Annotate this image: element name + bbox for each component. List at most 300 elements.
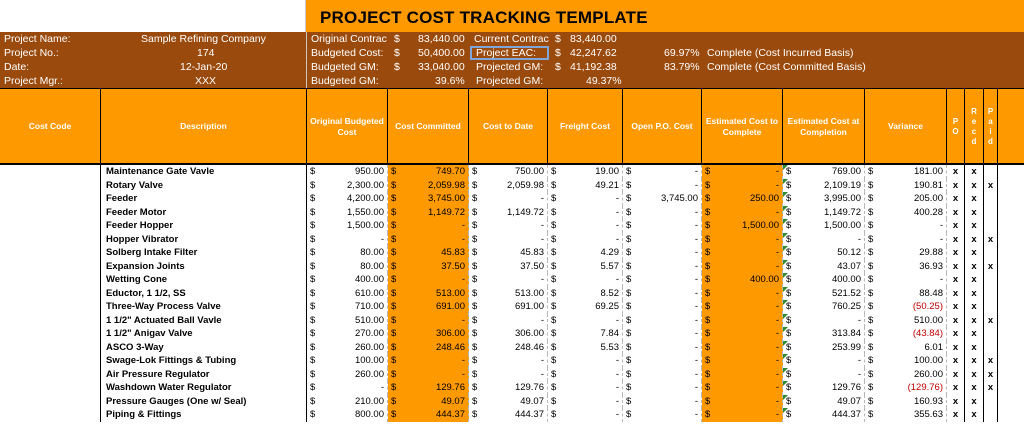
paid-flag-cell[interactable]: x [984, 233, 998, 247]
paid-flag-cell[interactable]: x [984, 260, 998, 274]
freight-cost-cell[interactable] [548, 354, 623, 368]
cost-committed-cell[interactable] [388, 165, 469, 179]
po-flag-cell[interactable]: x [947, 395, 965, 409]
po-flag-cell[interactable]: x [947, 206, 965, 220]
cost-code-cell[interactable] [0, 233, 101, 247]
estimated-cost-at-completion-cell[interactable] [783, 300, 865, 314]
budgeted-gm-value[interactable]: 33,040.00 [418, 61, 465, 73]
budgeted-gm-pct-value[interactable]: 39.6% [435, 75, 465, 87]
description-cell[interactable]: Three-Way Process Valve [101, 300, 307, 314]
variance-cell[interactable] [865, 233, 947, 247]
freight-cost-cell[interactable] [548, 192, 623, 206]
freight-cost-cell[interactable] [548, 395, 623, 409]
variance-cell[interactable] [865, 260, 947, 274]
original-budgeted-cost-cell[interactable] [307, 314, 388, 328]
cost-code-cell[interactable] [0, 219, 101, 233]
cost-code-cell[interactable] [0, 165, 101, 179]
amount-value: 210.00 [354, 395, 384, 407]
variance-cell[interactable] [865, 287, 947, 301]
header-estimated-cost-at-completion[interactable]: Estimated Cost at Completion [783, 89, 865, 164]
cost-code-cell[interactable] [0, 354, 101, 368]
date-value[interactable]: 12-Jan-20 [180, 61, 228, 73]
currency-symbol: $ [626, 301, 632, 312]
description-cell[interactable]: Expansion Joints [101, 260, 307, 274]
description-cell[interactable]: 1 1/2" Anigav Valve [101, 327, 307, 341]
amount-value: - [775, 247, 779, 258]
description-cell[interactable]: ASCO 3-Way [101, 341, 307, 355]
freight-cost-cell[interactable] [548, 300, 623, 314]
cost-committed-cell[interactable] [388, 179, 469, 193]
project-eac-label[interactable]: Project EAC: [476, 47, 537, 59]
cost-code-cell[interactable] [0, 179, 101, 193]
cost-code-cell[interactable] [0, 368, 101, 382]
open-po-cost-cell[interactable] [623, 368, 702, 382]
cost-code-cell[interactable] [0, 192, 101, 206]
cost-code-cell[interactable] [0, 300, 101, 314]
original-budgeted-cost-cell[interactable] [307, 233, 388, 247]
po-flag-cell[interactable]: x [947, 233, 965, 247]
estimated-cost-to-complete-cell[interactable] [702, 192, 783, 206]
open-po-cost-cell[interactable] [623, 314, 702, 328]
estimated-cost-to-complete-cell[interactable] [702, 219, 783, 233]
open-po-cost-cell[interactable] [623, 287, 702, 301]
open-po-cost-cell[interactable] [623, 327, 702, 341]
open-po-cost-cell[interactable] [623, 341, 702, 355]
freight-cost-cell[interactable] [548, 287, 623, 301]
recd-flag-cell[interactable]: x [965, 192, 984, 206]
open-po-cost-cell[interactable] [623, 219, 702, 233]
cost-committed-cell[interactable] [388, 368, 469, 382]
original-budgeted-cost-cell[interactable] [307, 381, 388, 395]
amount-value: 160.93 [913, 395, 943, 407]
freight-cost-cell[interactable] [548, 273, 623, 287]
original-contract-value[interactable]: 83,440.00 [418, 33, 465, 45]
variance-cell[interactable] [865, 300, 947, 314]
recd-flag-cell[interactable]: x [965, 354, 984, 368]
estimated-cost-to-complete-cell[interactable] [702, 179, 783, 193]
complete-incurred-pct[interactable]: 69.97% [664, 47, 700, 59]
cost-committed-cell[interactable] [388, 273, 469, 287]
description-cell[interactable]: Maintenance Gate Vavle [101, 165, 307, 179]
estimated-cost-to-complete-cell[interactable] [702, 395, 783, 409]
cost-committed-cell[interactable] [388, 341, 469, 355]
freight-cost-cell[interactable] [548, 368, 623, 382]
recd-flag-cell[interactable]: x [965, 273, 984, 287]
cost-to-date-cell[interactable] [469, 300, 548, 314]
description-cell[interactable]: Rotary Valve [101, 179, 307, 193]
variance-cell[interactable] [865, 341, 947, 355]
estimated-cost-at-completion-cell[interactable] [783, 192, 865, 206]
estimated-cost-to-complete-cell[interactable] [702, 341, 783, 355]
cost-committed-cell[interactable] [388, 327, 469, 341]
estimated-cost-at-completion-cell[interactable] [783, 260, 865, 274]
variance-cell[interactable] [865, 354, 947, 368]
open-po-cost-cell[interactable] [623, 260, 702, 274]
project-no-value[interactable]: 174 [197, 47, 215, 59]
cost-committed-cell[interactable] [388, 314, 469, 328]
header-freight-cost[interactable]: Freight Cost [548, 89, 623, 164]
paid-flag-cell[interactable] [984, 287, 998, 301]
variance-cell[interactable] [865, 246, 947, 260]
freight-cost-cell[interactable] [548, 381, 623, 395]
po-flag-cell[interactable]: x [947, 327, 965, 341]
amount-value: - [775, 382, 779, 393]
title-blank-cell[interactable] [0, 0, 306, 32]
freight-cost-cell[interactable] [548, 260, 623, 274]
cost-to-date-cell[interactable] [469, 192, 548, 206]
cost-to-date-cell[interactable] [469, 206, 548, 220]
cost-code-cell[interactable] [0, 246, 101, 260]
cost-committed-cell[interactable] [388, 381, 469, 395]
estimated-cost-at-completion-cell[interactable] [783, 381, 865, 395]
cost-committed-cell[interactable] [388, 354, 469, 368]
estimated-cost-to-complete-cell[interactable] [702, 287, 783, 301]
amount-value: - [694, 166, 698, 177]
estimated-cost-at-completion-cell[interactable] [783, 287, 865, 301]
cost-code-cell[interactable] [0, 206, 101, 220]
cost-to-date-cell[interactable] [469, 314, 548, 328]
description-cell[interactable]: Hopper Vibrator [101, 233, 307, 247]
variance-cell[interactable] [865, 395, 947, 409]
paid-flag-cell[interactable] [984, 273, 998, 287]
cost-code-cell[interactable] [0, 395, 101, 409]
open-po-cost-cell[interactable] [623, 408, 702, 422]
estimated-cost-at-completion-cell[interactable] [783, 165, 865, 179]
amount-value: - [857, 368, 861, 380]
original-budgeted-cost-cell[interactable] [307, 179, 388, 193]
current-contract-value[interactable]: 83,440.00 [570, 33, 617, 45]
table-row [0, 179, 1024, 193]
variance-cell[interactable] [865, 327, 947, 341]
complete-committed-pct[interactable]: 83.79% [664, 61, 700, 73]
header-cost-to-date[interactable]: Cost to Date [469, 89, 548, 164]
open-po-cost-cell[interactable] [623, 233, 702, 247]
title-cell[interactable] [306, 0, 1024, 32]
estimated-cost-to-complete-cell[interactable] [702, 354, 783, 368]
estimated-cost-to-complete-cell[interactable] [702, 206, 783, 220]
estimated-cost-to-complete-cell[interactable] [702, 165, 783, 179]
variance-cell[interactable] [865, 219, 947, 233]
open-po-cost-cell[interactable] [623, 300, 702, 314]
freight-cost-cell[interactable] [548, 341, 623, 355]
header-recd[interactable] [965, 89, 984, 164]
amount-value: 444.37 [435, 409, 465, 420]
description-cell[interactable]: 1 1/2" Actuated Ball Vavle [101, 314, 307, 328]
estimated-cost-at-completion-cell[interactable] [783, 179, 865, 193]
cost-to-date-cell[interactable] [469, 233, 548, 247]
header-variance[interactable]: Variance [865, 89, 947, 164]
estimated-cost-to-complete-cell[interactable] [702, 273, 783, 287]
freight-cost-cell[interactable] [548, 408, 623, 422]
estimated-cost-to-complete-cell[interactable] [702, 314, 783, 328]
paid-flag-cell[interactable] [984, 165, 998, 179]
cost-committed-cell[interactable] [388, 408, 469, 422]
po-flag-cell[interactable]: x [947, 368, 965, 382]
amount-value: 69.25 [595, 301, 619, 312]
recd-flag-cell[interactable]: x [965, 260, 984, 274]
estimated-cost-to-complete-cell[interactable] [702, 246, 783, 260]
cost-committed-cell[interactable] [388, 206, 469, 220]
open-po-cost-cell[interactable] [623, 246, 702, 260]
variance-cell[interactable] [865, 314, 947, 328]
currency-symbol: $ [705, 395, 711, 407]
freight-cost-cell[interactable] [548, 219, 623, 233]
original-budgeted-cost-cell[interactable] [307, 273, 388, 287]
paid-flag-cell[interactable]: x [984, 354, 998, 368]
estimated-cost-to-complete-cell[interactable] [702, 300, 783, 314]
paid-flag-cell[interactable] [984, 192, 998, 206]
cost-committed-cell[interactable] [388, 192, 469, 206]
header-po[interactable] [947, 89, 965, 164]
paid-flag-cell[interactable]: x [984, 179, 998, 193]
freight-cost-cell[interactable] [548, 165, 623, 179]
estimated-cost-at-completion-cell[interactable] [783, 246, 865, 260]
estimated-cost-to-complete-cell[interactable] [702, 381, 783, 395]
cost-to-date-cell[interactable] [469, 395, 548, 409]
cost-committed-cell[interactable] [388, 246, 469, 260]
open-po-cost-cell[interactable] [623, 273, 702, 287]
variance-cell[interactable] [865, 165, 947, 179]
variance-cell[interactable] [865, 368, 947, 382]
cost-to-date-cell[interactable] [469, 341, 548, 355]
estimated-cost-at-completion-cell[interactable] [783, 314, 865, 328]
cost-to-date-cell[interactable] [469, 273, 548, 287]
po-flag-cell[interactable]: x [947, 354, 965, 368]
cost-code-cell[interactable] [0, 260, 101, 274]
recd-flag-cell[interactable]: x [965, 206, 984, 220]
paid-flag-cell[interactable] [984, 408, 998, 422]
variance-cell[interactable] [865, 273, 947, 287]
cost-to-date-cell[interactable] [469, 408, 548, 422]
description-cell[interactable]: Swage-Lok Fittings & Tubing [101, 354, 307, 368]
projected-gm-value[interactable]: 41,192.38 [570, 61, 617, 73]
header-paid[interactable] [984, 89, 998, 164]
paid-flag-cell[interactable] [984, 341, 998, 355]
paid-flag-cell[interactable] [984, 395, 998, 409]
original-budgeted-cost-cell[interactable] [307, 206, 388, 220]
estimated-cost-to-complete-cell[interactable] [702, 233, 783, 247]
estimated-cost-to-complete-cell[interactable] [702, 260, 783, 274]
cost-to-date-cell[interactable] [469, 354, 548, 368]
open-po-cost-cell[interactable] [623, 192, 702, 206]
variance-cell[interactable] [865, 408, 947, 422]
po-flag-cell[interactable]: x [947, 192, 965, 206]
original-budgeted-cost-cell[interactable] [307, 219, 388, 233]
po-flag-cell[interactable]: x [947, 341, 965, 355]
original-budgeted-cost-cell[interactable] [307, 165, 388, 179]
paid-flag-cell[interactable] [984, 219, 998, 233]
cost-to-date-cell[interactable] [469, 260, 548, 274]
po-flag-cell[interactable]: x [947, 165, 965, 179]
currency-symbol: $ [391, 206, 397, 218]
po-flag-cell[interactable]: x [947, 381, 965, 395]
amount-value: - [615, 233, 619, 245]
header-letter: R [971, 106, 977, 116]
paid-flag-cell[interactable]: x [984, 368, 998, 382]
variance-cell[interactable] [865, 192, 947, 206]
freight-cost-cell[interactable] [548, 246, 623, 260]
estimated-cost-at-completion-cell[interactable] [783, 408, 865, 422]
description-cell[interactable]: Solberg Intake Filter [101, 246, 307, 260]
currency-symbol: $ [705, 341, 711, 353]
cost-code-cell[interactable] [0, 273, 101, 287]
budgeted-cost-value[interactable]: 50,400.00 [418, 47, 465, 59]
header-estimated-cost-to-complete[interactable]: Estimated Cost to Complete [702, 89, 783, 164]
freight-cost-cell[interactable] [548, 314, 623, 328]
variance-cell[interactable] [865, 381, 947, 395]
original-budgeted-cost-cell[interactable] [307, 341, 388, 355]
freight-cost-cell[interactable] [548, 233, 623, 247]
po-flag-cell[interactable]: x [947, 219, 965, 233]
cost-code-cell[interactable] [0, 381, 101, 395]
description-cell[interactable]: Eductor, 1 1/2, SS [101, 287, 307, 301]
description-cell[interactable]: Wetting Cone [101, 273, 307, 287]
open-po-cost-cell[interactable] [623, 179, 702, 193]
description-cell[interactable]: Air Pressure Regulator [101, 368, 307, 382]
cost-to-date-cell[interactable] [469, 219, 548, 233]
recd-flag-cell[interactable]: x [965, 219, 984, 233]
header-po-letters [952, 117, 958, 137]
open-po-cost-cell[interactable] [623, 354, 702, 368]
estimated-cost-to-complete-cell[interactable] [702, 368, 783, 382]
recd-flag-cell[interactable]: x [965, 300, 984, 314]
recd-flag-cell[interactable]: x [965, 368, 984, 382]
estimated-cost-to-complete-cell[interactable] [702, 408, 783, 422]
cost-code-cell[interactable] [0, 341, 101, 355]
po-flag-cell[interactable]: x [947, 246, 965, 260]
cost-committed-cell[interactable] [388, 287, 469, 301]
cost-to-date-cell[interactable] [469, 179, 548, 193]
estimated-cost-to-complete-cell[interactable] [702, 327, 783, 341]
po-flag-cell[interactable]: x [947, 179, 965, 193]
recd-flag-cell[interactable]: x [965, 179, 984, 193]
original-budgeted-cost-cell[interactable] [307, 395, 388, 409]
po-flag-cell[interactable]: x [947, 300, 965, 314]
cost-code-cell[interactable] [0, 287, 101, 301]
recd-flag-cell[interactable]: x [965, 165, 984, 179]
cost-committed-cell[interactable] [388, 395, 469, 409]
paid-flag-cell[interactable]: x [984, 381, 998, 395]
cost-to-date-cell[interactable] [469, 327, 548, 341]
cost-to-date-cell[interactable] [469, 246, 548, 260]
projected-gm-pct-value[interactable]: 49.37% [586, 75, 622, 87]
project-mgr-value[interactable]: XXX [195, 75, 217, 87]
cost-to-date-cell[interactable] [469, 287, 548, 301]
description-cell[interactable]: Pressure Gauges (One w/ Seal) [101, 395, 307, 409]
estimated-cost-at-completion-cell[interactable] [783, 273, 865, 287]
po-flag-cell[interactable]: x [947, 260, 965, 274]
estimated-cost-at-completion-cell[interactable] [783, 206, 865, 220]
paid-flag-cell[interactable] [984, 206, 998, 220]
header-cost-code[interactable]: Cost Code [0, 89, 101, 164]
estimated-cost-at-completion-cell[interactable] [783, 219, 865, 233]
po-flag-cell[interactable]: x [947, 408, 965, 422]
cost-committed-cell[interactable] [388, 300, 469, 314]
variance-cell[interactable] [865, 206, 947, 220]
description-cell[interactable]: Piping & Fittings [101, 408, 307, 422]
amount-value: - [540, 220, 544, 231]
header-description[interactable]: Description [101, 89, 307, 164]
original-budgeted-cost-cell[interactable] [307, 327, 388, 341]
original-budgeted-cost-cell[interactable] [307, 260, 388, 274]
estimated-cost-at-completion-cell[interactable] [783, 233, 865, 247]
recd-flag-cell[interactable]: x [965, 233, 984, 247]
amount-value: 270.00 [354, 328, 384, 339]
original-budgeted-cost-cell[interactable] [307, 368, 388, 382]
po-flag-cell[interactable]: x [947, 273, 965, 287]
description-cell[interactable]: Feeder [101, 192, 307, 206]
estimated-cost-at-completion-cell[interactable] [783, 354, 865, 368]
recd-flag-cell[interactable]: x [965, 381, 984, 395]
recd-flag-cell[interactable]: x [965, 287, 984, 301]
original-budgeted-cost-cell[interactable] [307, 287, 388, 301]
estimated-cost-at-completion-cell[interactable] [783, 395, 865, 409]
header-open-po-cost[interactable]: Open P.O. Cost [623, 89, 702, 164]
description-cell[interactable]: Feeder Hopper [101, 219, 307, 233]
cost-committed-cell[interactable] [388, 260, 469, 274]
estimated-cost-at-completion-cell[interactable] [783, 368, 865, 382]
cost-committed-cell[interactable] [388, 219, 469, 233]
cost-code-cell[interactable] [0, 327, 101, 341]
recd-flag-cell[interactable]: x [965, 314, 984, 328]
freight-cost-cell[interactable] [548, 206, 623, 220]
original-budgeted-cost-cell[interactable] [307, 246, 388, 260]
freight-cost-cell[interactable] [548, 179, 623, 193]
open-po-cost-cell[interactable] [623, 395, 702, 409]
original-budgeted-cost-cell[interactable] [307, 354, 388, 368]
cost-to-date-cell[interactable] [469, 165, 548, 179]
po-flag-cell[interactable]: x [947, 287, 965, 301]
project-name-value[interactable]: Sample Refining Company [141, 33, 266, 45]
open-po-cost-cell[interactable] [623, 165, 702, 179]
recd-flag-cell[interactable]: x [965, 408, 984, 422]
open-po-cost-cell[interactable] [623, 381, 702, 395]
open-po-cost-cell[interactable] [623, 206, 702, 220]
cost-to-date-cell[interactable] [469, 368, 548, 382]
original-budgeted-cost-cell[interactable] [307, 408, 388, 422]
amount-value: - [694, 233, 698, 245]
amount-value: - [615, 355, 619, 366]
amount-value: - [775, 409, 779, 420]
variance-cell[interactable] [865, 179, 947, 193]
cost-committed-cell[interactable] [388, 233, 469, 247]
header-cost-committed[interactable]: Cost Committed [388, 89, 469, 164]
cost-code-cell[interactable] [0, 408, 101, 422]
header-original-budgeted-cost[interactable]: Original Budgeted Cost [307, 89, 388, 164]
description-cell[interactable]: Washdown Water Regulator [101, 381, 307, 395]
cost-code-cell[interactable] [0, 314, 101, 328]
cost-to-date-cell[interactable] [469, 381, 548, 395]
recd-flag-cell[interactable]: x [965, 395, 984, 409]
estimated-cost-at-completion-cell[interactable] [783, 327, 865, 341]
paid-flag-cell[interactable] [984, 246, 998, 260]
paid-flag-cell[interactable]: x [984, 314, 998, 328]
recd-flag-cell[interactable]: x [965, 341, 984, 355]
paid-flag-cell[interactable] [984, 327, 998, 341]
project-eac-value[interactable]: 42,247.62 [570, 47, 617, 59]
amount-value: - [694, 382, 698, 393]
amount-value: 950.00 [354, 166, 384, 177]
freight-cost-cell[interactable] [548, 327, 623, 341]
recd-flag-cell[interactable]: x [965, 246, 984, 260]
po-flag-cell[interactable]: x [947, 314, 965, 328]
recd-flag-cell[interactable]: x [965, 327, 984, 341]
description-cell[interactable]: Feeder Motor [101, 206, 307, 220]
original-budgeted-cost-cell[interactable] [307, 192, 388, 206]
original-budgeted-cost-cell[interactable] [307, 300, 388, 314]
paid-flag-cell[interactable] [984, 300, 998, 314]
estimated-cost-at-completion-cell[interactable] [783, 341, 865, 355]
